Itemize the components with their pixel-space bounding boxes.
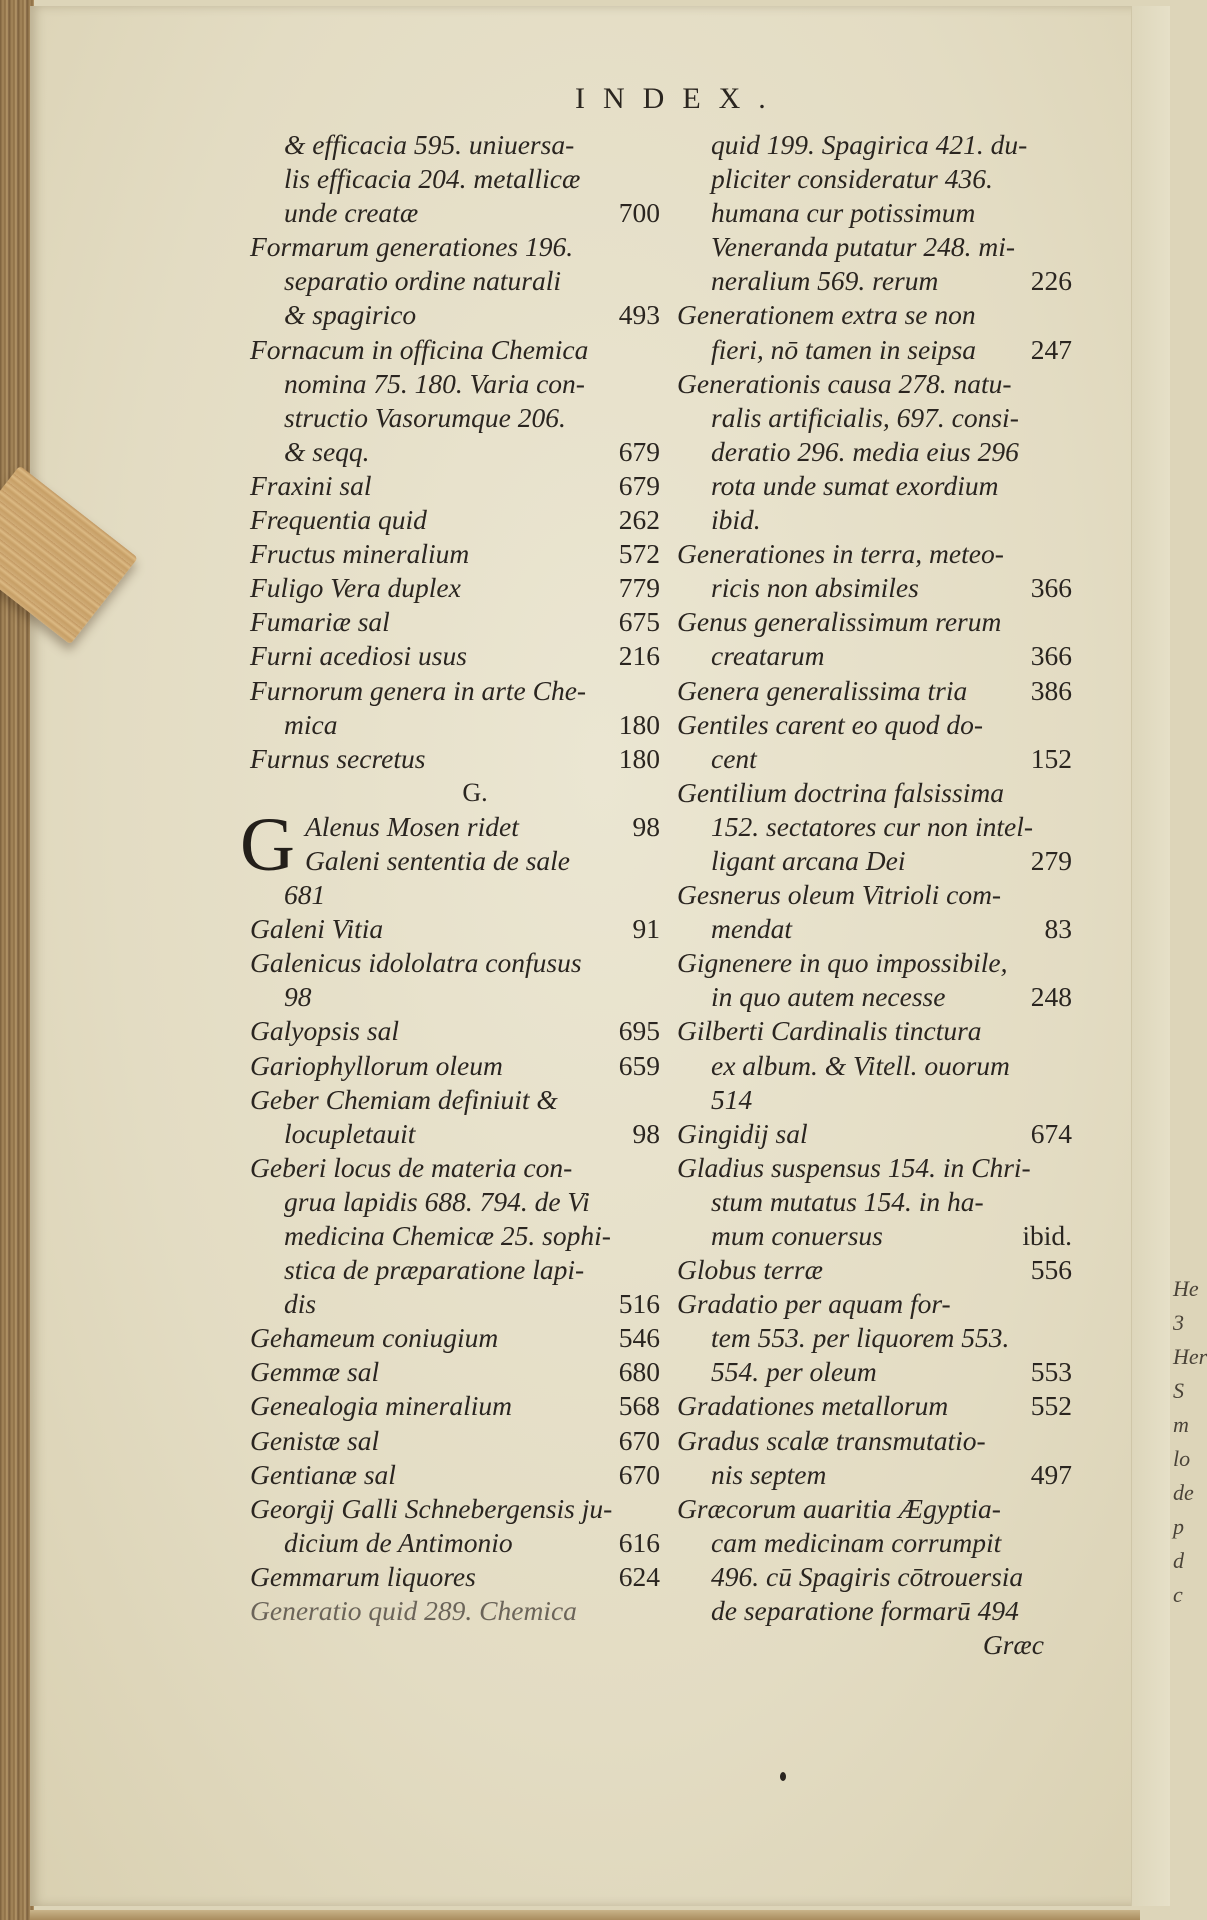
dropcap-entries xyxy=(305,810,660,878)
index-entry xyxy=(250,1355,660,1389)
entry-text: ligant arcana Dei xyxy=(711,844,906,876)
entry-text: grua lapidis 688. 794. de Vi xyxy=(284,1185,590,1217)
index-line xyxy=(677,639,1072,673)
entry-text: Generatio quid 289. Chemica xyxy=(250,1595,577,1627)
index-entry xyxy=(677,1424,1072,1492)
page-reference: 670 xyxy=(618,1458,660,1490)
page-reference: 180 xyxy=(618,708,660,740)
index-line xyxy=(677,1560,1072,1594)
margin-fragment: m xyxy=(1173,1412,1189,1437)
entries-f xyxy=(250,128,660,776)
index-entry xyxy=(250,1458,660,1492)
ink-speck xyxy=(780,1772,786,1781)
index-line xyxy=(677,1389,1072,1423)
index-line xyxy=(250,1526,660,1560)
entry-text: 554. per oleum xyxy=(711,1356,877,1388)
entry-text: medicina Chemicæ 25. sophi- xyxy=(284,1220,611,1251)
index-line xyxy=(250,1185,660,1219)
index-line xyxy=(250,1424,660,1458)
entry-text: in quo autem necesse xyxy=(711,981,946,1013)
index-line xyxy=(677,230,1072,264)
index-line xyxy=(677,367,1072,401)
page-reference: 700 xyxy=(618,197,660,229)
index-line xyxy=(250,333,660,367)
index-entry xyxy=(250,1049,660,1083)
index-column-left xyxy=(240,128,660,1628)
index-line xyxy=(677,298,1072,332)
index-line xyxy=(677,1458,1072,1492)
entry-text: Geber Chemiam definiuit & xyxy=(250,1083,558,1115)
dropcap-initial: G xyxy=(240,802,295,887)
index-line xyxy=(250,912,660,946)
index-line xyxy=(250,708,660,742)
page-reference: 680 xyxy=(618,1356,660,1388)
entry-text: stum mutatus 154. in ha- xyxy=(711,1185,984,1217)
margin-fragment: de xyxy=(1173,1480,1194,1505)
page-reference: 152 xyxy=(1030,742,1072,774)
page-reference: 386 xyxy=(1030,674,1072,706)
index-line xyxy=(677,333,1072,367)
margin-fragment: 3 xyxy=(1173,1310,1184,1335)
index-entry xyxy=(250,1492,660,1560)
page-bottom-edge xyxy=(30,1910,1140,1920)
entry-text: & seqq. xyxy=(284,435,370,467)
index-line xyxy=(250,1321,660,1355)
entry-text: Gentilium doctrina falsissima xyxy=(677,776,1004,808)
entry-text: Furni acediosi usus xyxy=(250,640,467,672)
index-entry xyxy=(677,1492,1072,1628)
margin-fragment: lo xyxy=(1173,1446,1191,1471)
index-line xyxy=(677,1049,1072,1083)
entry-text: Generationis causa 278. natu- xyxy=(677,367,1012,399)
index-line xyxy=(677,1151,1072,1185)
index-entry xyxy=(677,1151,1072,1253)
index-line xyxy=(250,1492,660,1526)
index-line xyxy=(677,1014,1072,1048)
index-line xyxy=(250,605,660,639)
page-reference: 675 xyxy=(618,606,660,638)
index-entry xyxy=(250,674,660,742)
entry-text: Galyopsis sal xyxy=(250,1015,399,1047)
entry-text: Fumariæ sal xyxy=(250,606,390,638)
page-reference: 91 xyxy=(632,913,660,945)
entry-text: Fructus mineralium xyxy=(250,538,470,570)
page-reference: 624 xyxy=(618,1560,660,1592)
page-reference: 247 xyxy=(1030,333,1072,365)
index-line xyxy=(677,844,1072,878)
entry-text: nomina 75. 180. Varia con- xyxy=(284,367,585,399)
page-reference: 248 xyxy=(1030,981,1072,1013)
index-line xyxy=(677,571,1072,605)
index-line xyxy=(305,844,660,878)
index-entry xyxy=(250,537,660,571)
entry-text: ex album. & Vitell. ouorum xyxy=(711,1049,1010,1081)
entry-text: Veneranda putatur 248. mi- xyxy=(711,231,1016,263)
margin-fragment: p xyxy=(1173,1514,1184,1539)
index-line xyxy=(250,946,660,980)
index-entry xyxy=(250,1083,660,1151)
index-entry xyxy=(677,298,1072,366)
entry-text: unde creatæ xyxy=(284,197,419,229)
entry-text: Gariophyllorum oleum xyxy=(250,1049,503,1081)
index-line xyxy=(677,1185,1072,1219)
index-line xyxy=(250,1458,660,1492)
index-line xyxy=(250,674,660,708)
page-reference: ibid. xyxy=(1022,1220,1072,1251)
entry-text: Globus terræ xyxy=(677,1254,823,1286)
entry-text: stica de præparatione lapi- xyxy=(284,1254,585,1286)
index-line xyxy=(250,571,660,605)
index-entry xyxy=(250,946,660,1014)
margin-fragment: d xyxy=(1173,1548,1184,1573)
index-line xyxy=(250,1287,660,1321)
index-line xyxy=(677,1083,1072,1117)
book-spine xyxy=(0,0,34,1920)
index-line xyxy=(250,503,660,537)
index-line xyxy=(250,639,660,673)
entry-text: 152. sectatores cur non intel- xyxy=(711,810,1034,842)
page-reference: 679 xyxy=(618,469,660,501)
index-entry xyxy=(250,469,660,503)
entry-text: dis xyxy=(284,1288,317,1320)
index-entry xyxy=(250,1151,660,1321)
index-line xyxy=(250,742,660,776)
index-entry xyxy=(677,674,1072,708)
index-line xyxy=(250,367,660,401)
entry-text: mendat xyxy=(711,913,792,945)
page-reference: 674 xyxy=(1030,1117,1072,1149)
index-line xyxy=(677,1321,1072,1355)
entry-text: Galenicus idololatra confusus xyxy=(250,947,582,979)
index-line xyxy=(250,537,660,571)
entry-text: Gentiles carent eo quod do- xyxy=(677,708,983,740)
index-entry xyxy=(677,1014,1072,1116)
dropcap-block xyxy=(240,802,660,887)
page-reference: 670 xyxy=(618,1424,660,1456)
index-line xyxy=(250,980,660,1014)
entry-text: Georgij Galli Schnebergensis ju- xyxy=(250,1492,613,1524)
index-entry xyxy=(250,230,660,332)
index-line xyxy=(250,128,660,162)
index-line xyxy=(250,1014,660,1048)
index-entry xyxy=(250,503,660,537)
entry-text: pliciter consideratur 436. xyxy=(711,163,993,195)
index-entry xyxy=(677,128,1072,298)
entry-text: deratio 296. media eius 296 xyxy=(711,435,1019,467)
page-reference: 546 xyxy=(618,1322,660,1354)
entry-text: Gentianæ sal xyxy=(250,1458,396,1490)
page-reference: 695 xyxy=(618,1015,660,1047)
index-entry xyxy=(250,1424,660,1458)
entry-text: dicium de Antimonio xyxy=(284,1526,513,1558)
entry-text: Fraxini sal xyxy=(250,469,372,501)
index-line xyxy=(250,1594,660,1628)
index-entry xyxy=(677,776,1072,878)
margin-fragment: S xyxy=(1173,1378,1184,1403)
index-line xyxy=(250,1219,660,1253)
index-line xyxy=(677,878,1072,912)
page-reference: 216 xyxy=(618,640,660,672)
entry-text: Galeni sententia de sale xyxy=(305,844,571,876)
entry-text: Gingidij sal xyxy=(677,1117,808,1149)
page-reference: 572 xyxy=(618,538,660,570)
entry-text: Fuligo Vera duplex xyxy=(250,572,461,604)
entry-text: Gemmarum liquores xyxy=(250,1560,476,1592)
index-entry xyxy=(250,912,660,946)
index-line xyxy=(250,196,660,230)
index-entry xyxy=(677,537,1072,605)
page-reference: 493 xyxy=(618,299,660,331)
entry-text: Furnus secretus xyxy=(250,742,426,774)
page-reference: 616 xyxy=(618,1526,660,1558)
entry-text: Gradationes metallorum xyxy=(677,1390,949,1422)
index-entry xyxy=(250,1389,660,1423)
index-line xyxy=(677,1355,1072,1389)
entry-text: lis efficacia 204. metallicæ xyxy=(284,163,581,195)
index-line xyxy=(250,1389,660,1423)
catchword: Græc xyxy=(982,1629,1044,1661)
entry-text: structio Vasorumque 206. xyxy=(284,401,566,433)
entry-text: ibid. xyxy=(711,504,761,536)
index-line xyxy=(250,1560,660,1594)
entries-g xyxy=(250,878,660,1628)
page-reference: 556 xyxy=(1030,1254,1072,1286)
index-line xyxy=(250,1117,660,1151)
entry-text: Geberi locus de materia con- xyxy=(250,1151,573,1183)
index-entry xyxy=(677,1117,1072,1151)
entry-text: Gemmæ sal xyxy=(250,1356,380,1388)
entry-text: separatio ordine naturali xyxy=(284,265,562,297)
entry-text: tem 553. per liquorem 553. xyxy=(711,1322,1010,1354)
facing-page-margin-text xyxy=(1173,1272,1207,1612)
index-line xyxy=(677,1117,1072,1151)
entry-text: creatarum xyxy=(711,640,825,672)
index-line xyxy=(305,810,660,844)
index-entry xyxy=(250,605,660,639)
index-line xyxy=(250,1151,660,1185)
entry-text: rota unde sumat exordium xyxy=(711,469,999,501)
entry-text: quid 199. Spagirica 421. du- xyxy=(711,129,1028,160)
index-line xyxy=(250,264,660,298)
entry-text: cam medicinam corrumpit xyxy=(711,1526,1002,1558)
entry-text: & efficacia 595. uniuersa- xyxy=(284,129,575,160)
index-line xyxy=(250,230,660,264)
index-line xyxy=(677,503,1072,537)
index-line xyxy=(677,742,1072,776)
entry-text: 514 xyxy=(711,1083,753,1115)
index-line xyxy=(250,298,660,332)
index-entry xyxy=(677,367,1072,537)
page-reference: 497 xyxy=(1030,1458,1072,1490)
entry-text: nis septem xyxy=(711,1458,827,1490)
index-entry xyxy=(250,1560,660,1594)
index-entry xyxy=(677,708,1072,776)
index-entry xyxy=(250,1321,660,1355)
entry-text: Furnorum genera in arte Che- xyxy=(250,674,587,706)
index-line xyxy=(250,162,660,196)
entry-text: Formarum generationes 196. xyxy=(250,231,574,263)
entry-text: Frequentia quid xyxy=(250,504,427,536)
entry-text: Alenus Mosen ridet xyxy=(305,810,519,842)
page-reference: 779 xyxy=(618,572,660,604)
page-reference: 366 xyxy=(1030,572,1072,604)
entry-text: Gladius suspensus 154. in Chri- xyxy=(677,1151,1031,1183)
index-entry xyxy=(250,1594,660,1628)
index-entry xyxy=(250,878,660,912)
index-line xyxy=(677,128,1072,162)
page-reference: 180 xyxy=(618,742,660,774)
index-entry xyxy=(250,333,660,469)
index-line xyxy=(677,1424,1072,1458)
entry-text: ricis non absimiles xyxy=(711,572,919,604)
entry-text: Fornacum in officina Chemica xyxy=(250,333,589,365)
entry-text: mum conuersus xyxy=(711,1220,883,1251)
entry-text: fieri, nō tamen in seipsa xyxy=(711,333,977,365)
margin-fragment: Her xyxy=(1173,1344,1207,1369)
index-entry xyxy=(677,1287,1072,1389)
index-line xyxy=(677,776,1072,810)
index-line xyxy=(250,878,660,912)
index-line xyxy=(677,1526,1072,1560)
entry-text: Gradus scalæ transmutatio- xyxy=(677,1424,986,1456)
page-reference: 552 xyxy=(1030,1390,1072,1422)
entry-text: Gradatio per aquam for- xyxy=(677,1288,951,1320)
running-head: INDEX. xyxy=(575,82,784,115)
margin-fragment: He xyxy=(1173,1276,1199,1301)
entry-text: mica xyxy=(284,708,338,740)
index-line xyxy=(677,605,1072,639)
section-letter: G. xyxy=(462,777,488,807)
entry-text: Gesnerus oleum Vitrioli com- xyxy=(677,879,1002,911)
entry-text: de separatione formarū 494 xyxy=(711,1595,1019,1627)
index-entry xyxy=(250,128,660,230)
index-line xyxy=(677,1219,1072,1253)
index-line xyxy=(250,1253,660,1287)
index-column-right xyxy=(677,128,1072,1662)
index-line xyxy=(250,1355,660,1389)
index-line xyxy=(677,196,1072,230)
index-line xyxy=(677,912,1072,946)
page-reference: 226 xyxy=(1030,265,1072,297)
entry-text: neralium 569. rerum xyxy=(711,265,939,297)
index-entry xyxy=(677,1389,1072,1423)
index-entry xyxy=(250,742,660,776)
index-line xyxy=(250,1083,660,1117)
entry-text: Gilberti Cardinalis tinctura xyxy=(677,1015,982,1047)
entries-g-continued xyxy=(677,128,1072,1628)
index-entry xyxy=(677,946,1072,1014)
page-reference: 98 xyxy=(632,810,660,842)
entry-text: Genera generalissima tria xyxy=(677,674,968,706)
index-line xyxy=(677,1287,1072,1321)
entry-text: Galeni Vitia xyxy=(250,913,384,945)
entry-text: Græcorum auaritia Ægyptia- xyxy=(677,1492,1001,1524)
index-line xyxy=(677,264,1072,298)
entry-text: Gignenere in quo impossibile, xyxy=(677,947,1008,979)
entry-text: & spagirico xyxy=(284,299,417,331)
index-line xyxy=(250,1049,660,1083)
margin-fragment: c xyxy=(1173,1582,1183,1607)
page-reference: 516 xyxy=(618,1288,660,1320)
index-line xyxy=(677,708,1072,742)
page-reference: 568 xyxy=(618,1390,660,1422)
index-line xyxy=(677,435,1072,469)
entry-text: Genealogia mineralium xyxy=(250,1390,512,1422)
page-reference: 98 xyxy=(632,1117,660,1149)
entry-text: Generationes in terra, meteo- xyxy=(677,538,1004,570)
index-line xyxy=(677,162,1072,196)
entry-text: Genus generalissimum rerum xyxy=(677,606,1002,638)
index-entry xyxy=(250,571,660,605)
index-line xyxy=(677,946,1072,980)
index-line xyxy=(677,980,1072,1014)
index-line xyxy=(677,810,1072,844)
page-reference: 553 xyxy=(1030,1356,1072,1388)
entry-text: 681 xyxy=(284,879,326,911)
entry-text: locupletauit xyxy=(284,1117,416,1149)
index-entry xyxy=(677,605,1072,673)
index-line xyxy=(677,401,1072,435)
index-line xyxy=(677,1253,1072,1287)
page-reference: 279 xyxy=(1030,844,1072,876)
index-entry xyxy=(250,639,660,673)
index-line xyxy=(677,1594,1072,1628)
index-line xyxy=(677,537,1072,571)
page-reference: 366 xyxy=(1030,640,1072,672)
facing-page-edge xyxy=(1131,6,1170,1906)
entry-text: Genistæ sal xyxy=(250,1424,380,1456)
page-reference: 659 xyxy=(618,1049,660,1081)
index-line xyxy=(250,401,660,435)
entry-text: Generationem extra se non xyxy=(677,299,976,331)
page-reference: 262 xyxy=(618,504,660,536)
index-entry xyxy=(250,1014,660,1048)
entry-text: Gehameum coniugium xyxy=(250,1322,499,1354)
page-reference: 679 xyxy=(618,435,660,467)
index-entry xyxy=(677,1253,1072,1287)
page-reference: 83 xyxy=(1044,913,1072,945)
index-line xyxy=(250,435,660,469)
entry-text: 496. cū Spagiris cōtrouersia xyxy=(711,1560,1024,1592)
index-line xyxy=(677,1492,1072,1526)
entry-text: 98 xyxy=(284,981,312,1013)
index-line xyxy=(250,469,660,503)
index-entry xyxy=(677,878,1072,946)
entry-text: humana cur potissimum xyxy=(711,197,976,229)
entry-text: cent xyxy=(711,742,757,774)
index-line xyxy=(677,674,1072,708)
index-line xyxy=(677,469,1072,503)
entry-text: ralis artificialis, 697. consi- xyxy=(711,401,1019,433)
